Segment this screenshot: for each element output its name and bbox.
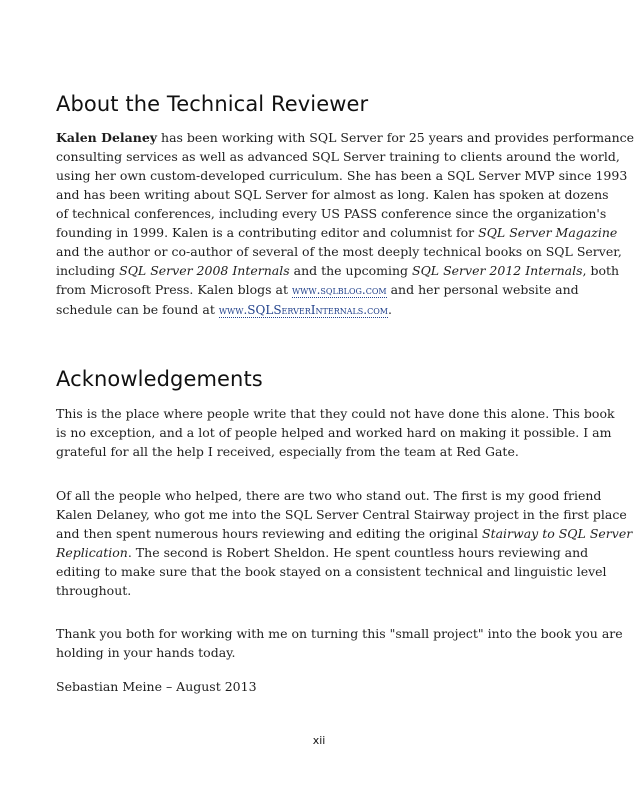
text-run: . The second is Robert Sheldon. He spent countless hours reviewing and [127,545,589,560]
text-run: from Microsoft Press. Kalen blogs at [56,282,292,297]
magazine-title: SQL Server Magazine [478,225,618,240]
sqlserverinternals-link[interactable] [219,303,388,318]
acknowledgements-paragraph-2 [56,486,633,600]
link-part[interactable]: nternals.com [315,303,388,317]
text-line: and has been writing about SQL Server for almost as long. Kalen has spoken at dozens [56,187,609,202]
acknowledgements-paragraph-3 [56,624,623,662]
author-signature: Sebastian Meine – August 2013 [56,679,257,694]
text-line: throughout. [56,583,132,598]
text-line: This is the place where people write that they could not have done this alone. This book [56,406,615,421]
stairway-title: Stairway to SQL Server [482,526,633,541]
about-reviewer-paragraph [56,128,635,320]
book-title-2008: SQL Server 2008 Internals [119,263,290,278]
text-run: and the upcoming [289,263,412,278]
text-run: founding in 1999. Kalen is a contributing editor and columnist for [56,225,479,240]
acknowledgements-paragraph-1 [56,404,615,461]
stairway-title-cont: Replication [56,545,128,560]
text-line: consulting services as well as advanced SQL Server training to clients around the world, [56,149,620,164]
text-line [56,280,596,300]
text-run: and then spent numerous hours reviewing and editing the original [56,526,483,541]
text-run: has been working with SQL Server for 25 years and provides performance [157,130,635,145]
text-line: is no exception, and a lot of people helped and worked hard on making it possible. I am [56,425,612,440]
text-run: and her personal website and [386,282,579,297]
text-line: Of all the people who helped, there are two who stand out. The first is my good friend [56,488,602,503]
text-line [56,300,596,320]
text-run: . [387,302,392,317]
reviewer-name: Kalen Delaney [56,130,158,145]
text-line: grateful for all the help I received, especially from the team at Red Gate. [56,444,519,459]
text-run: schedule can be found at [56,302,219,317]
sqlblog-link[interactable]: www.sqlblog.com [291,283,387,297]
link-part[interactable]: I [310,303,316,317]
link-part[interactable]: www. [218,303,248,317]
link-part[interactable]: SQLS [247,303,282,317]
book-title-2012: SQL Server 2012 Internals [412,263,583,278]
text-line: Kalen Delaney, who got me into the SQL Server Central Stairway project in the first place [56,507,627,522]
text-line [56,543,596,562]
acknowledgements-heading: Acknowledgements [56,367,263,391]
text-line [56,128,635,147]
text-run: , both [582,263,620,278]
text-line [56,524,633,543]
text-line [56,261,620,280]
text-line: using her own custom-developed curriculum. She has been a SQL Server MVP since 1993 [56,168,628,183]
text-line: of technical conferences, including every US PASS conference since the organization's [56,206,607,221]
text-line [56,223,618,242]
page-number: xii [312,734,326,747]
text-line: holding in your hands today. [56,645,236,660]
text-line: editing to make sure that the book stayed on a consistent technical and linguistic level [56,564,607,579]
link-part[interactable]: erver [281,303,311,317]
text-run: including [56,263,120,278]
text-line: and the author or co-author of several of the most deeply technical books on SQL Server, [56,244,622,259]
text-line: Thank you both for working with me on turning this "small project" into the book you are [56,626,623,641]
about-reviewer-heading: About the Technical Reviewer [56,92,369,116]
